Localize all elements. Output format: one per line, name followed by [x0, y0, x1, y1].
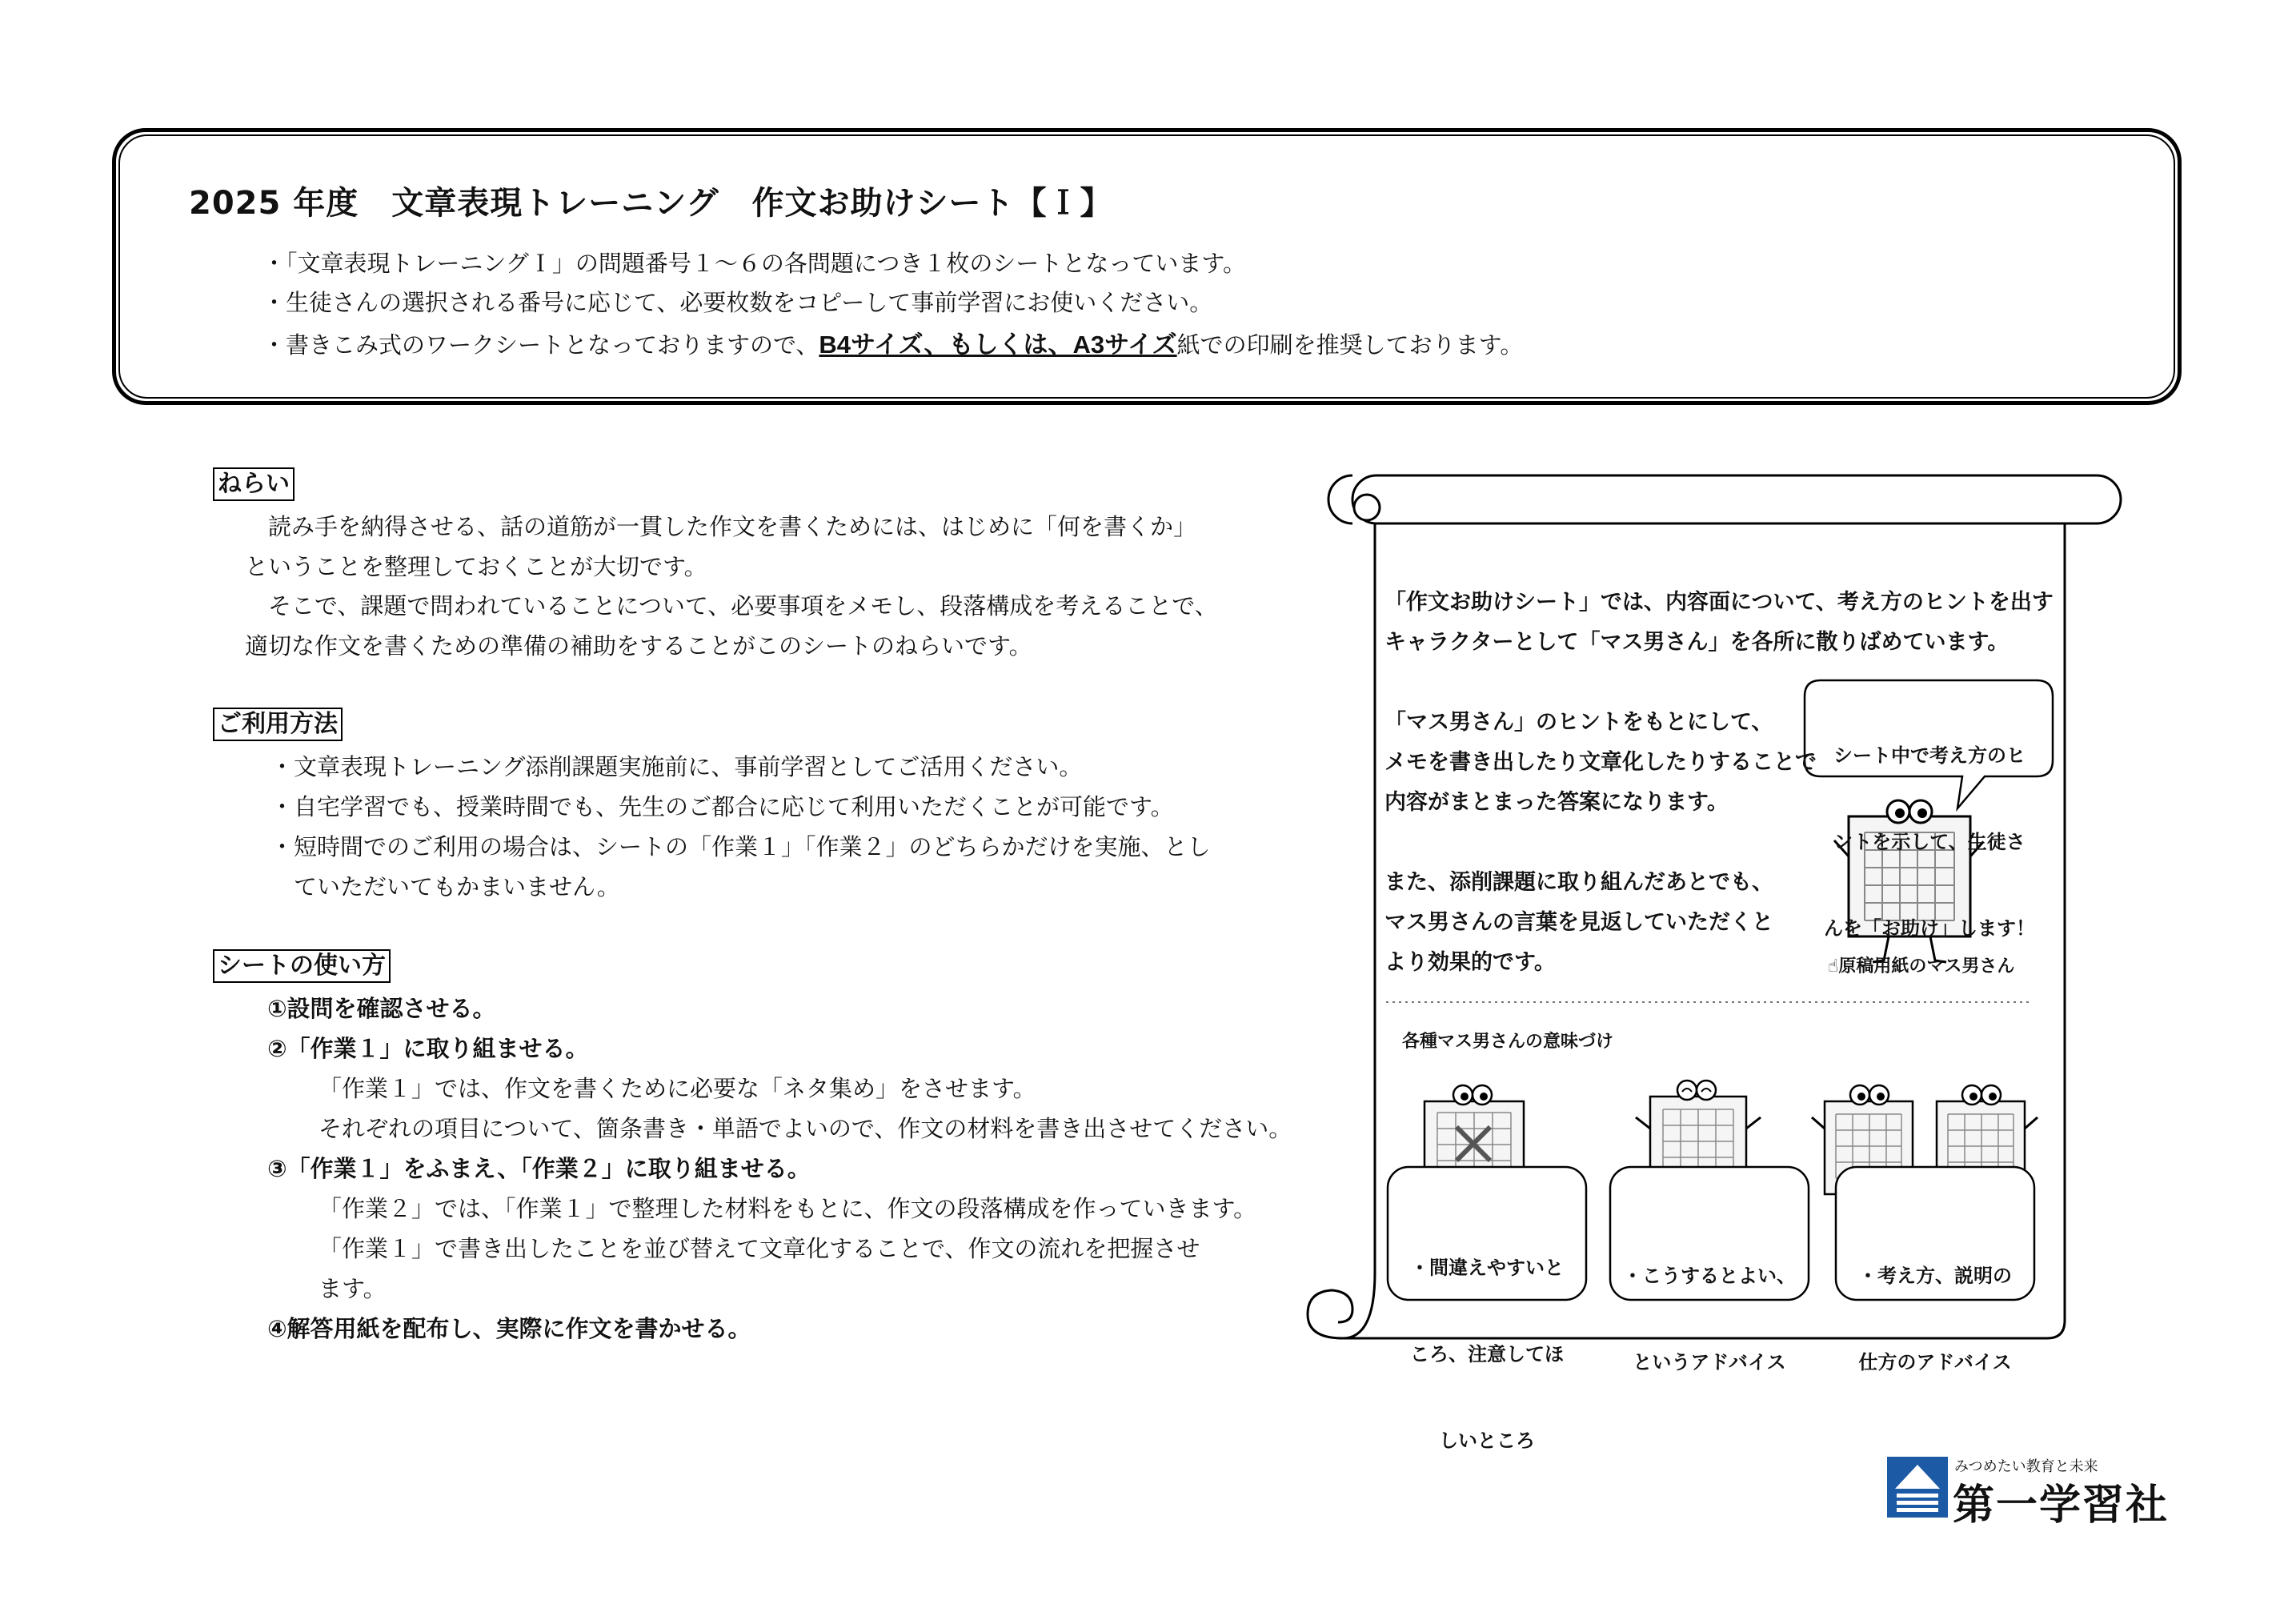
howto-step-2-line-1: 「作業１」では、作文を書くために必要な「ネタ集め」をさせます。 [319, 1075, 1036, 1102]
panel-intro-line-1: 「作文お助けシート」では、内容面について、考え方のヒントを出す [1384, 590, 2054, 615]
panel-para2-line-1: 「マス男さん」のヒントをもとにして、 [1384, 710, 1773, 735]
meaning-3-line-1: ・考え方、説明の [1858, 1265, 2012, 1287]
aim-line-2: ということを整理しておくことが大切です。 [245, 553, 707, 580]
aim-heading: ねらい [213, 467, 295, 501]
howto-step-3-line-2: 「作業１」で書き出したことを並び替えて文章化することで、作文の流れを把握させ [319, 1235, 1200, 1262]
howto-step-3-line-1: 「作業２」では、「作業１」で整理した材料をもとに、作文の段落構成を作っていきます。 [319, 1195, 1257, 1222]
character-caption [1828, 952, 2014, 977]
panel-para3-line-1: また、添削課題に取り組んだあとでも、 [1384, 870, 1773, 895]
speech-line-1: シート中で考え方のヒ [1833, 744, 2026, 767]
meaning-text-2 [1610, 1204, 1809, 1405]
panel-intro-line-2: キャラクターとして「マス男さん」を各所に散りばめています。 [1384, 630, 2010, 655]
meaning-text-1 [1388, 1196, 1586, 1484]
howto-step-1: ①設問を確認させる。 [267, 995, 496, 1022]
panel-para2-line-2: メモを書き出したり文章化したりすることで [1384, 750, 1817, 775]
paper-size-emphasis: B4サイズ、もしくは、A3サイズ [819, 331, 1177, 359]
company-logo-mark [1887, 1457, 1948, 1518]
meaning-1-line-3: しいところ [1439, 1430, 1535, 1452]
aim-line-1: 読み手を納得させる、話の道筋が一貫した作文を書くためには、はじめに「何を書くか」 [245, 513, 1197, 540]
logo-company-name: 第一学習社 [1953, 1482, 2170, 1530]
meaning-1-line-1: ・間違えやすいと [1410, 1257, 1564, 1279]
pointing-hand-icon: ☝ [1828, 956, 1839, 976]
meaning-text-3 [1836, 1204, 2034, 1405]
meaning-1-line-2: ころ、注意してほ [1410, 1343, 1564, 1365]
howto-step-3: ③「作業１」をふまえ、「作業２」に取り組ませる。 [267, 1155, 811, 1182]
speech-line-3: んを「お助け」します！ [1824, 917, 2035, 940]
meaning-2-line-1: ・こうするとよい、 [1623, 1265, 1796, 1287]
note-3-pre: ・書きこみ式のワークシートとなっておりますので、 [262, 331, 819, 359]
aim-line-4: 適切な作文を書くための準備の補助をすることがこのシートのねらいです。 [245, 632, 1032, 660]
panel-para3-line-3: より効果的です。 [1384, 950, 1556, 975]
usage-line-3: ・短時間でのご利用の場合は、シートの「作業１」「作業２」のどちらかだけを実施、とし [270, 833, 1211, 860]
header-note-1: ・「文章表現トレーニングＩ」の問題番号１～６の各問題につき１枚のシートとなっています。 [262, 250, 1247, 277]
character-caption-text: 原稿用紙のマス男さん [1838, 956, 2015, 976]
header-note-3 [262, 324, 1523, 360]
howto-heading: シートの使い方 [213, 949, 391, 983]
aim-line-3: そこで、課題で問われていることについて、必要事項をメモし、段落構成を考えることで、 [245, 592, 1218, 620]
page-title: 2025 年度 文章表現トレーニング 作文お助けシート【Ｉ】 [189, 185, 1113, 222]
usage-heading: ご利用方法 [213, 708, 343, 741]
howto-step-3-line-3: ます。 [319, 1275, 387, 1302]
logo-tagline: みつめたい教育と未来 [1954, 1458, 2098, 1475]
howto-step-4: ④解答用紙を配布し、実際に作文を書かせる。 [267, 1315, 751, 1342]
howto-step-2-line-2: それぞれの項目について、箇条書き・単語でよいので、作文の材料を書き出させてください。 [319, 1115, 1292, 1142]
usage-line-2: ・自宅学習でも、授業時間でも、先生のご都合に応じて利用いただくことが可能です。 [270, 793, 1174, 820]
usage-line-4: ていただいてもかまいません。 [270, 873, 620, 900]
howto-step-2: ②「作業１」に取り組ませる。 [267, 1035, 589, 1062]
meaning-2-line-2: というアドバイス [1633, 1351, 1786, 1373]
meaning-3-line-2: 仕方のアドバイス [1858, 1351, 2012, 1373]
panel-para2-line-3: 内容がまとまった答案になります。 [1384, 790, 1729, 815]
speech-line-2: ントを示して、生徒さ [1833, 831, 2026, 853]
speech-bubble-text [1813, 684, 2046, 972]
note-3-post: 紙での印刷を推奨しております。 [1176, 331, 1524, 359]
meanings-title: 各種マス男さんの意味づけ [1402, 1032, 1614, 1052]
panel-para3-line-2: マス男さんの言葉を見返していただくと [1384, 910, 1773, 935]
header-note-2: ・生徒さんの選択される番号に応じて、必要枚数をコピーして事前学習にお使いください。 [262, 289, 1213, 316]
usage-line-1: ・文章表現トレーニング添削課題実施前に、事前学習としてご活用ください。 [270, 753, 1083, 780]
